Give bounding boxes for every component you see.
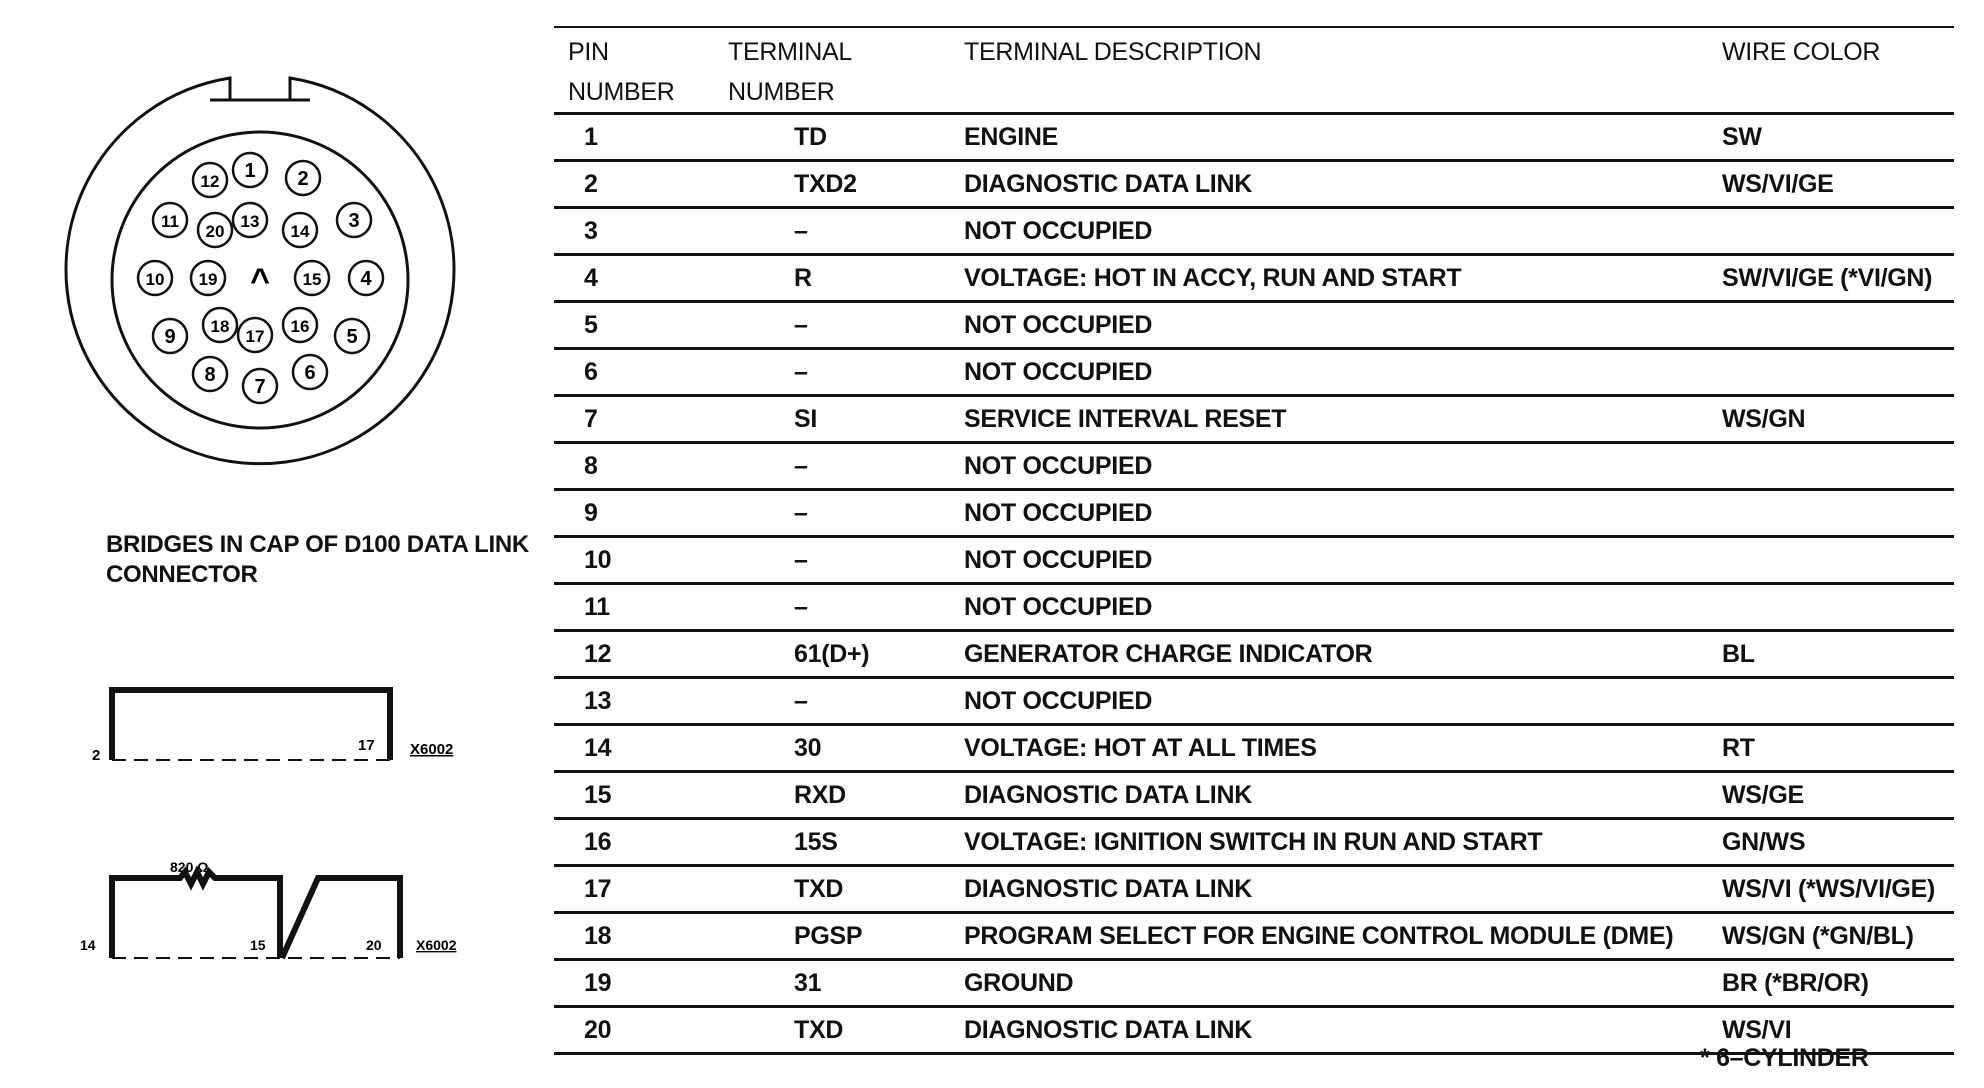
pin-cell: 4 <box>554 255 714 302</box>
wire-color-cell: SW <box>1708 114 1954 161</box>
pin-cell: 11 <box>554 584 714 631</box>
pin-label: 7 <box>254 376 266 398</box>
table-row <box>554 960 1954 1007</box>
header-terminal-description: TERMINAL DESCRIPTION <box>950 27 1708 114</box>
footnote: * 6–CYLINDER <box>1700 1044 1869 1072</box>
table-row <box>554 255 1954 302</box>
left-panel <box>0 0 560 1088</box>
pin-label: 6 <box>304 362 316 384</box>
terminal-cell: – <box>714 208 950 255</box>
terminal-cell: TXD <box>714 866 950 913</box>
pin-cell: 1 <box>554 114 714 161</box>
pin-20 <box>198 213 232 247</box>
description-cell: NOT OCCUPIED <box>950 349 1708 396</box>
pin-label: 12 <box>200 172 220 191</box>
header-terminal-number: TERMINAL NUMBER <box>714 27 950 114</box>
terminal-cell: – <box>714 302 950 349</box>
wire-color-cell: BL <box>1708 631 1954 678</box>
terminal-cell: TXD <box>714 1007 950 1054</box>
description-cell: PROGRAM SELECT FOR ENGINE CONTROL MODULE (DME) <box>950 913 1708 960</box>
pin-9 <box>153 319 187 353</box>
pin-cell: 10 <box>554 537 714 584</box>
bridge-ref: X6002 <box>410 741 454 758</box>
pin-table <box>554 26 1954 1055</box>
description-cell: DIAGNOSTIC DATA LINK <box>950 866 1708 913</box>
description-cell: VOLTAGE: IGNITION SWITCH IN RUN AND START <box>950 819 1708 866</box>
table-row <box>554 584 1954 631</box>
description-cell: NOT OCCUPIED <box>950 678 1708 725</box>
description-cell: NOT OCCUPIED <box>950 584 1708 631</box>
terminal-cell: 31 <box>714 960 950 1007</box>
header-pin-number: PIN NUMBER <box>554 27 714 114</box>
bridge-pin-20: 20 <box>366 937 382 953</box>
pin-17 <box>238 318 272 352</box>
bridge-2-17 <box>70 660 490 780</box>
bridge-pin-14: 14 <box>80 937 96 953</box>
pin-14 <box>283 213 317 247</box>
terminal-cell: 30 <box>714 725 950 772</box>
description-cell: ENGINE <box>950 114 1708 161</box>
table-row <box>554 208 1954 255</box>
pin-6 <box>293 355 327 389</box>
pin-3 <box>337 203 371 237</box>
key-symbol: ^ <box>250 262 270 300</box>
pin-label: 13 <box>240 212 260 231</box>
bridge-pin-right: 17 <box>358 737 375 754</box>
terminal-cell: – <box>714 349 950 396</box>
pin-cell: 16 <box>554 819 714 866</box>
bridge-wire-15-20 <box>282 878 400 958</box>
table-header-row <box>554 27 1954 114</box>
table-row <box>554 631 1954 678</box>
pin-15 <box>295 261 329 295</box>
terminal-cell: R <box>714 255 950 302</box>
terminal-cell: – <box>714 584 950 631</box>
terminal-cell: SI <box>714 396 950 443</box>
description-cell: NOT OCCUPIED <box>950 443 1708 490</box>
description-cell: NOT OCCUPIED <box>950 537 1708 584</box>
table-row <box>554 161 1954 208</box>
bridge-2-17-svg <box>70 660 490 780</box>
wire-color-cell: RT <box>1708 725 1954 772</box>
wire-color-cell <box>1708 302 1954 349</box>
table-row <box>554 114 1954 161</box>
pin-cell: 18 <box>554 913 714 960</box>
wire-color-cell: WS/GN (*GN/BL) <box>1708 913 1954 960</box>
terminal-cell: PGSP <box>714 913 950 960</box>
pin-label: 18 <box>210 317 230 336</box>
table-row <box>554 443 1954 490</box>
wire-color-cell: WS/VI/GE <box>1708 161 1954 208</box>
terminal-cell: – <box>714 443 950 490</box>
pin-12 <box>193 163 227 197</box>
header-wire-color: WIRE COLOR <box>1708 27 1954 114</box>
description-cell: NOT OCCUPIED <box>950 302 1708 349</box>
pin-label: 10 <box>145 270 165 289</box>
pin-cell: 13 <box>554 678 714 725</box>
wire-color-cell <box>1708 490 1954 537</box>
table-row <box>554 819 1954 866</box>
wire-color-cell <box>1708 443 1954 490</box>
pin-18 <box>203 308 237 342</box>
description-cell: DIAGNOSTIC DATA LINK <box>950 1007 1708 1054</box>
pin-cell: 20 <box>554 1007 714 1054</box>
pin-11 <box>153 203 187 237</box>
terminal-cell: RXD <box>714 772 950 819</box>
table-row <box>554 913 1954 960</box>
pin-label: 8 <box>204 364 216 386</box>
bridge-pin-15: 15 <box>250 937 266 953</box>
pin-cell: 5 <box>554 302 714 349</box>
table-row <box>554 490 1954 537</box>
pin-4 <box>349 261 383 295</box>
table-row <box>554 678 1954 725</box>
pin-label: 15 <box>302 270 322 289</box>
table-row <box>554 866 1954 913</box>
pin-cell: 3 <box>554 208 714 255</box>
description-cell: NOT OCCUPIED <box>950 208 1708 255</box>
pin-label: 5 <box>346 326 358 348</box>
wire-color-cell: GN/WS <box>1708 819 1954 866</box>
pin-10 <box>138 261 172 295</box>
pin-label: 19 <box>198 270 218 289</box>
description-cell: DIAGNOSTIC DATA LINK <box>950 161 1708 208</box>
pin-7 <box>243 369 277 403</box>
pin-cell: 8 <box>554 443 714 490</box>
table-row <box>554 302 1954 349</box>
bridge-14-15-20-svg <box>70 850 490 970</box>
terminal-cell: – <box>714 678 950 725</box>
table-row <box>554 725 1954 772</box>
pin-13 <box>233 203 267 237</box>
wire-color-cell: WS/GE <box>1708 772 1954 819</box>
pin-cell: 15 <box>554 772 714 819</box>
bridge-pin-left: 2 <box>92 747 101 764</box>
bridge-wire <box>112 690 390 760</box>
description-cell: GROUND <box>950 960 1708 1007</box>
table-row <box>554 772 1954 819</box>
pin-label: 17 <box>245 327 265 346</box>
description-cell: GENERATOR CHARGE INDICATOR <box>950 631 1708 678</box>
wire-color-cell: WS/GN <box>1708 396 1954 443</box>
pin-cell: 12 <box>554 631 714 678</box>
description-cell: VOLTAGE: HOT AT ALL TIMES <box>950 725 1708 772</box>
pin-cell: 9 <box>554 490 714 537</box>
wire-color-cell: WS/VI <box>1708 1007 1954 1054</box>
terminal-cell: 15S <box>714 819 950 866</box>
pin-2 <box>286 161 320 195</box>
pin-label: 20 <box>205 222 225 241</box>
pin-cell: 14 <box>554 725 714 772</box>
pin-label: 4 <box>360 268 372 290</box>
pin-1 <box>233 153 267 187</box>
pin-19 <box>191 261 225 295</box>
bridge-14-15-20 <box>70 850 490 970</box>
terminal-cell: TD <box>714 114 950 161</box>
terminal-cell: – <box>714 490 950 537</box>
description-cell: NOT OCCUPIED <box>950 490 1708 537</box>
table-row <box>554 349 1954 396</box>
wire-color-cell <box>1708 584 1954 631</box>
pin-5 <box>335 319 369 353</box>
pin-label: 16 <box>290 317 310 336</box>
pin-cell: 2 <box>554 161 714 208</box>
pin-cell: 17 <box>554 866 714 913</box>
wire-color-cell: BR (*BR/OR) <box>1708 960 1954 1007</box>
pin-8 <box>193 357 227 391</box>
terminal-cell: 61(D+) <box>714 631 950 678</box>
pin-label: 2 <box>297 168 309 190</box>
connector-face-svg <box>60 70 480 470</box>
terminal-cell: TXD2 <box>714 161 950 208</box>
wire-color-cell <box>1708 349 1954 396</box>
pin-16 <box>283 308 317 342</box>
wire-color-cell: SW/VI/GE (*VI/GN) <box>1708 255 1954 302</box>
resistor-value: 820 Ω <box>170 859 209 875</box>
pin-label: 9 <box>164 326 176 348</box>
connector-diagram <box>60 70 480 470</box>
wire-color-cell <box>1708 678 1954 725</box>
pin-label: 1 <box>244 160 256 182</box>
pin-cell: 7 <box>554 396 714 443</box>
pin-label: 3 <box>348 210 360 232</box>
pin-cell: 19 <box>554 960 714 1007</box>
description-cell: VOLTAGE: HOT IN ACCY, RUN AND START <box>950 255 1708 302</box>
terminal-cell: – <box>714 537 950 584</box>
table-row <box>554 396 1954 443</box>
bridge-ref: X6002 <box>416 937 457 953</box>
pin-cell: 6 <box>554 349 714 396</box>
wire-color-cell: WS/VI (*WS/VI/GE) <box>1708 866 1954 913</box>
wire-color-cell <box>1708 537 1954 584</box>
pin-label: 11 <box>161 212 179 231</box>
bridges-caption: BRIDGES IN CAP OF D100 DATA LINK CONNECTOR <box>106 531 529 588</box>
table-row <box>554 537 1954 584</box>
description-cell: DIAGNOSTIC DATA LINK <box>950 772 1708 819</box>
wire-color-cell <box>1708 208 1954 255</box>
description-cell: SERVICE INTERVAL RESET <box>950 396 1708 443</box>
pin-label: 14 <box>290 222 310 241</box>
